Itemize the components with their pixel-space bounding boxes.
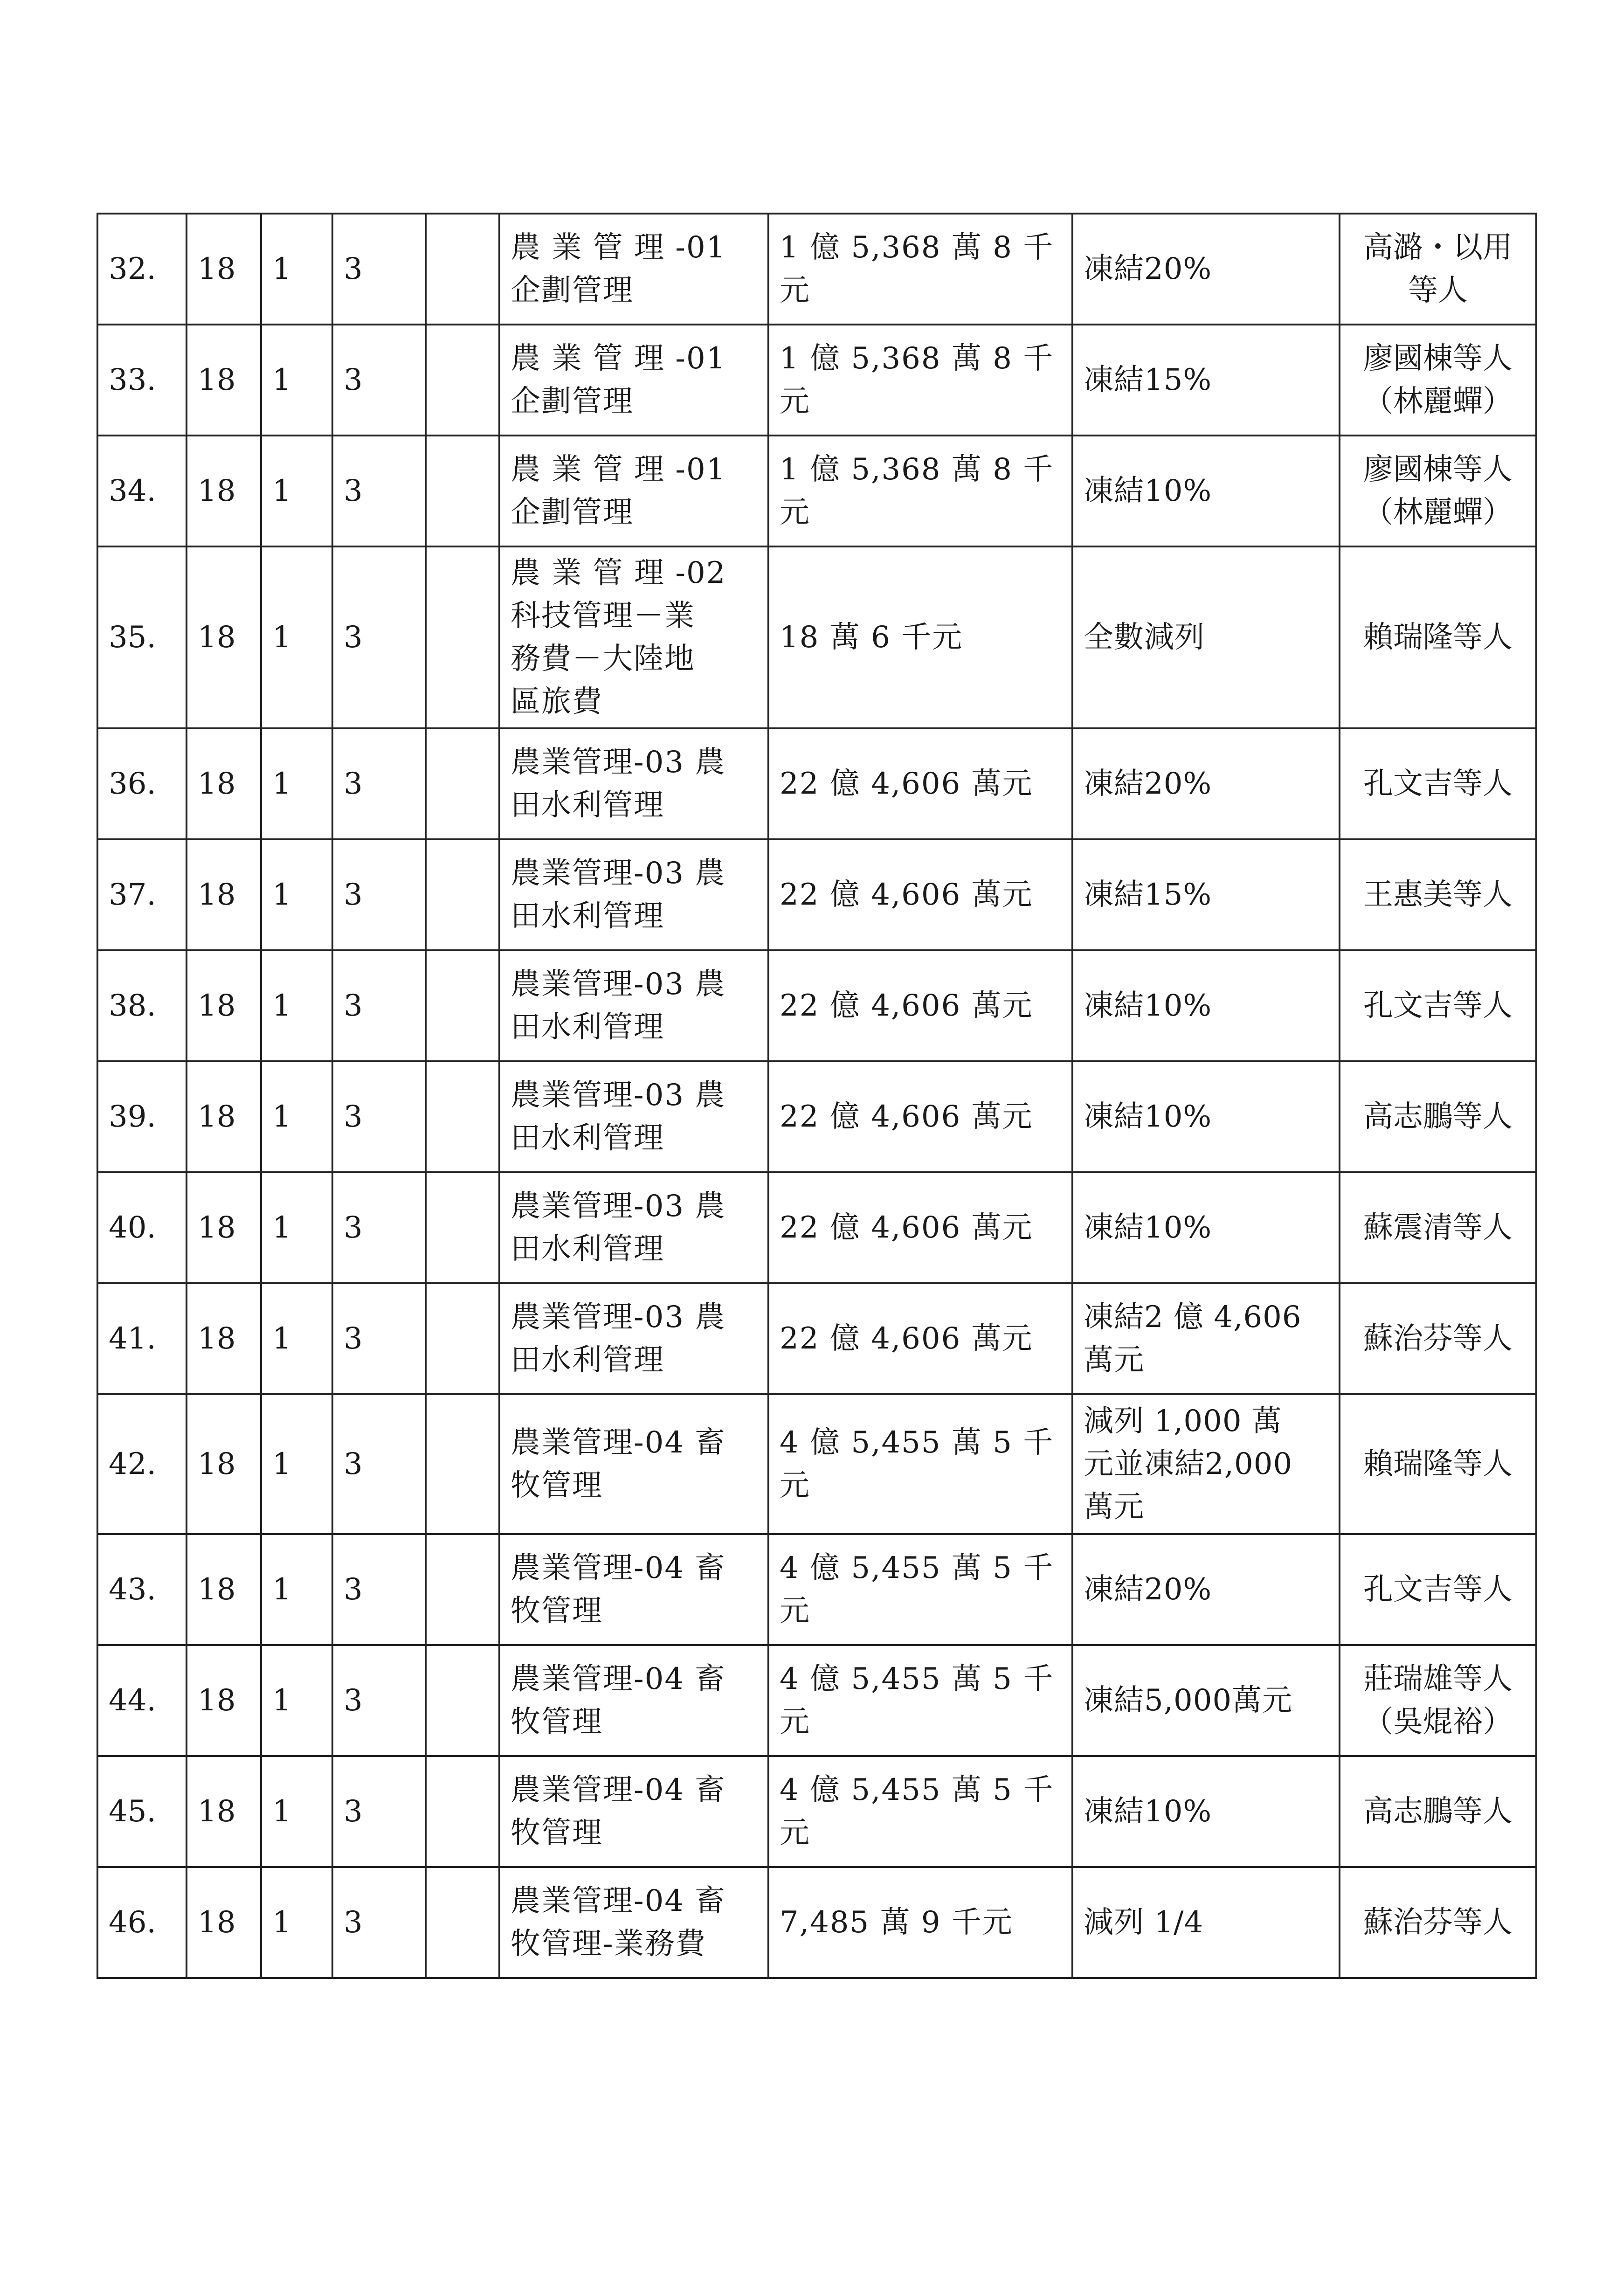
budget-motion-table	[97, 213, 1537, 1979]
code-col-3: 3	[332, 436, 426, 546]
code-col-1: 18	[186, 1172, 261, 1283]
code-col-2: 1	[261, 436, 332, 546]
amount-cell: 1 億 5,368 萬 8 千 元	[768, 436, 1072, 546]
action-cell: 凍結10%	[1072, 436, 1340, 546]
code-col-3: 3	[332, 839, 426, 950]
amount-cell: 4 億 5,455 萬 5 千 元	[768, 1394, 1072, 1534]
table-row	[97, 1061, 1536, 1172]
subject-cell: 農業管理-03 農 田水利管理	[499, 1172, 768, 1283]
code-col-1: 18	[186, 728, 261, 839]
code-col-2: 1	[261, 839, 332, 950]
action-cell: 凍結15%	[1072, 325, 1340, 436]
code-col-2: 1	[261, 1645, 332, 1756]
code-col-2: 1	[261, 214, 332, 325]
row-number: 35.	[97, 546, 186, 728]
code-col-4	[426, 1283, 499, 1394]
row-number: 43.	[97, 1534, 186, 1645]
proposer-cell: 高志鵬等人	[1340, 1756, 1536, 1867]
amount-cell: 18 萬 6 千元	[768, 546, 1072, 728]
code-col-1: 18	[186, 1756, 261, 1867]
amount-cell: 22 億 4,606 萬元	[768, 1283, 1072, 1394]
table-row	[97, 1534, 1536, 1645]
code-col-3: 3	[332, 214, 426, 325]
proposer-cell: 高志鵬等人	[1340, 1061, 1536, 1172]
code-col-4	[426, 728, 499, 839]
code-col-1: 18	[186, 1867, 261, 1978]
code-col-2: 1	[261, 950, 332, 1061]
row-number: 45.	[97, 1756, 186, 1867]
code-col-3: 3	[332, 325, 426, 436]
amount-cell: 22 億 4,606 萬元	[768, 1172, 1072, 1283]
code-col-2: 1	[261, 1172, 332, 1283]
amount-cell: 4 億 5,455 萬 5 千 元	[768, 1645, 1072, 1756]
code-col-2: 1	[261, 1534, 332, 1645]
code-col-1: 18	[186, 1534, 261, 1645]
action-cell: 凍結5,000萬元	[1072, 1645, 1340, 1756]
code-col-2: 1	[261, 1283, 332, 1394]
proposer-cell: 孔文吉等人	[1340, 728, 1536, 839]
table-row	[97, 1172, 1536, 1283]
code-col-3: 3	[332, 546, 426, 728]
row-number: 44.	[97, 1645, 186, 1756]
action-cell: 凍結10%	[1072, 1756, 1340, 1867]
code-col-3: 3	[332, 1172, 426, 1283]
proposer-cell: 蘇震清等人	[1340, 1172, 1536, 1283]
code-col-1: 18	[186, 1394, 261, 1534]
row-number: 40.	[97, 1172, 186, 1283]
code-col-1: 18	[186, 950, 261, 1061]
code-col-4	[426, 1867, 499, 1978]
proposer-cell: 孔文吉等人	[1340, 950, 1536, 1061]
table-row	[97, 1394, 1536, 1534]
proposer-cell: 高潞・以用 等人	[1340, 214, 1536, 325]
proposer-cell: 蘇治芬等人	[1340, 1283, 1536, 1394]
code-col-3: 3	[332, 1867, 426, 1978]
action-cell: 凍結15%	[1072, 839, 1340, 950]
code-col-4	[426, 1061, 499, 1172]
action-cell: 減列 1/4	[1072, 1867, 1340, 1978]
row-number: 46.	[97, 1867, 186, 1978]
code-col-4	[426, 436, 499, 546]
code-col-3: 3	[332, 1534, 426, 1645]
code-col-2: 1	[261, 1394, 332, 1534]
proposer-cell: 廖國棟等人 （林麗蟬）	[1340, 325, 1536, 436]
subject-cell: 農業管理-03 農 田水利管理	[499, 1283, 768, 1394]
action-cell: 凍結10%	[1072, 1172, 1340, 1283]
code-col-3: 3	[332, 1283, 426, 1394]
amount-cell: 22 億 4,606 萬元	[768, 839, 1072, 950]
code-col-4	[426, 325, 499, 436]
code-col-2: 1	[261, 728, 332, 839]
row-number: 36.	[97, 728, 186, 839]
code-col-1: 18	[186, 1645, 261, 1756]
action-cell: 減列 1,000 萬 元並凍結2,000 萬元	[1072, 1394, 1340, 1534]
row-number: 41.	[97, 1283, 186, 1394]
code-col-4	[426, 214, 499, 325]
table-row	[97, 1645, 1536, 1756]
subject-cell: 農 業 管 理 -02 科技管理－業 務費－大陸地 區旅費	[499, 546, 768, 728]
subject-cell: 農業管理-03 農 田水利管理	[499, 839, 768, 950]
subject-cell: 農 業 管 理 -01 企劃管理	[499, 325, 768, 436]
code-col-3: 3	[332, 1061, 426, 1172]
proposer-cell: 莊瑞雄等人 （吳焜裕）	[1340, 1645, 1536, 1756]
subject-cell: 農業管理-03 農 田水利管理	[499, 1061, 768, 1172]
code-col-1: 18	[186, 839, 261, 950]
code-col-4	[426, 1645, 499, 1756]
amount-cell: 1 億 5,368 萬 8 千 元	[768, 214, 1072, 325]
code-col-4	[426, 950, 499, 1061]
code-col-4	[426, 1394, 499, 1534]
table-row	[97, 546, 1536, 728]
amount-cell: 7,485 萬 9 千元	[768, 1867, 1072, 1978]
code-col-2: 1	[261, 1867, 332, 1978]
amount-cell: 4 億 5,455 萬 5 千 元	[768, 1534, 1072, 1645]
action-cell: 凍結20%	[1072, 1534, 1340, 1645]
action-cell: 凍結20%	[1072, 728, 1340, 839]
amount-cell: 1 億 5,368 萬 8 千 元	[768, 325, 1072, 436]
subject-cell: 農業管理-03 農 田水利管理	[499, 728, 768, 839]
amount-cell: 22 億 4,606 萬元	[768, 950, 1072, 1061]
code-col-4	[426, 1534, 499, 1645]
amount-cell: 22 億 4,606 萬元	[768, 728, 1072, 839]
subject-cell: 農業管理-04 畜 牧管理	[499, 1534, 768, 1645]
amount-cell: 4 億 5,455 萬 5 千 元	[768, 1756, 1072, 1867]
code-col-4	[426, 1756, 499, 1867]
code-col-1: 18	[186, 1283, 261, 1394]
subject-cell: 農 業 管 理 -01 企劃管理	[499, 214, 768, 325]
code-col-3: 3	[332, 1756, 426, 1867]
proposer-cell: 王惠美等人	[1340, 839, 1536, 950]
code-col-1: 18	[186, 546, 261, 728]
subject-cell: 農業管理-04 畜 牧管理	[499, 1756, 768, 1867]
action-cell: 凍結10%	[1072, 1061, 1340, 1172]
code-col-3: 3	[332, 1645, 426, 1756]
code-col-1: 18	[186, 214, 261, 325]
subject-cell: 農業管理-04 畜 牧管理	[499, 1645, 768, 1756]
code-col-4	[426, 546, 499, 728]
subject-cell: 農 業 管 理 -01 企劃管理	[499, 436, 768, 546]
code-col-1: 18	[186, 436, 261, 546]
action-cell: 凍結10%	[1072, 950, 1340, 1061]
code-col-4	[426, 1172, 499, 1283]
row-number: 33.	[97, 325, 186, 436]
row-number: 42.	[97, 1394, 186, 1534]
code-col-1: 18	[186, 1061, 261, 1172]
subject-cell: 農業管理-03 農 田水利管理	[499, 950, 768, 1061]
code-col-2: 1	[261, 1061, 332, 1172]
proposer-cell: 廖國棟等人 （林麗蟬）	[1340, 436, 1536, 546]
table-row	[97, 1283, 1536, 1394]
subject-cell: 農業管理-04 畜 牧管理-業務費	[499, 1867, 768, 1978]
row-number: 34.	[97, 436, 186, 546]
row-number: 39.	[97, 1061, 186, 1172]
proposer-cell: 賴瑞隆等人	[1340, 546, 1536, 728]
proposer-cell: 蘇治芬等人	[1340, 1867, 1536, 1978]
code-col-4	[426, 839, 499, 950]
table-row	[97, 839, 1536, 950]
code-col-3: 3	[332, 950, 426, 1061]
code-col-1: 18	[186, 325, 261, 436]
action-cell: 凍結20%	[1072, 214, 1340, 325]
code-col-2: 1	[261, 546, 332, 728]
table-body	[97, 214, 1536, 1978]
action-cell: 全數減列	[1072, 546, 1340, 728]
row-number: 37.	[97, 839, 186, 950]
table-row	[97, 728, 1536, 839]
table-row	[97, 436, 1536, 546]
table-row	[97, 1867, 1536, 1978]
table-row	[97, 214, 1536, 325]
code-col-3: 3	[332, 1394, 426, 1534]
code-col-2: 1	[261, 1756, 332, 1867]
code-col-3: 3	[332, 728, 426, 839]
amount-cell: 22 億 4,606 萬元	[768, 1061, 1072, 1172]
table-row	[97, 950, 1536, 1061]
code-col-2: 1	[261, 325, 332, 436]
table-row	[97, 1756, 1536, 1867]
row-number: 32.	[97, 214, 186, 325]
subject-cell: 農業管理-04 畜 牧管理	[499, 1394, 768, 1534]
action-cell: 凍結2 億 4,606 萬元	[1072, 1283, 1340, 1394]
proposer-cell: 賴瑞隆等人	[1340, 1394, 1536, 1534]
proposer-cell: 孔文吉等人	[1340, 1534, 1536, 1645]
row-number: 38.	[97, 950, 186, 1061]
table-row	[97, 325, 1536, 436]
